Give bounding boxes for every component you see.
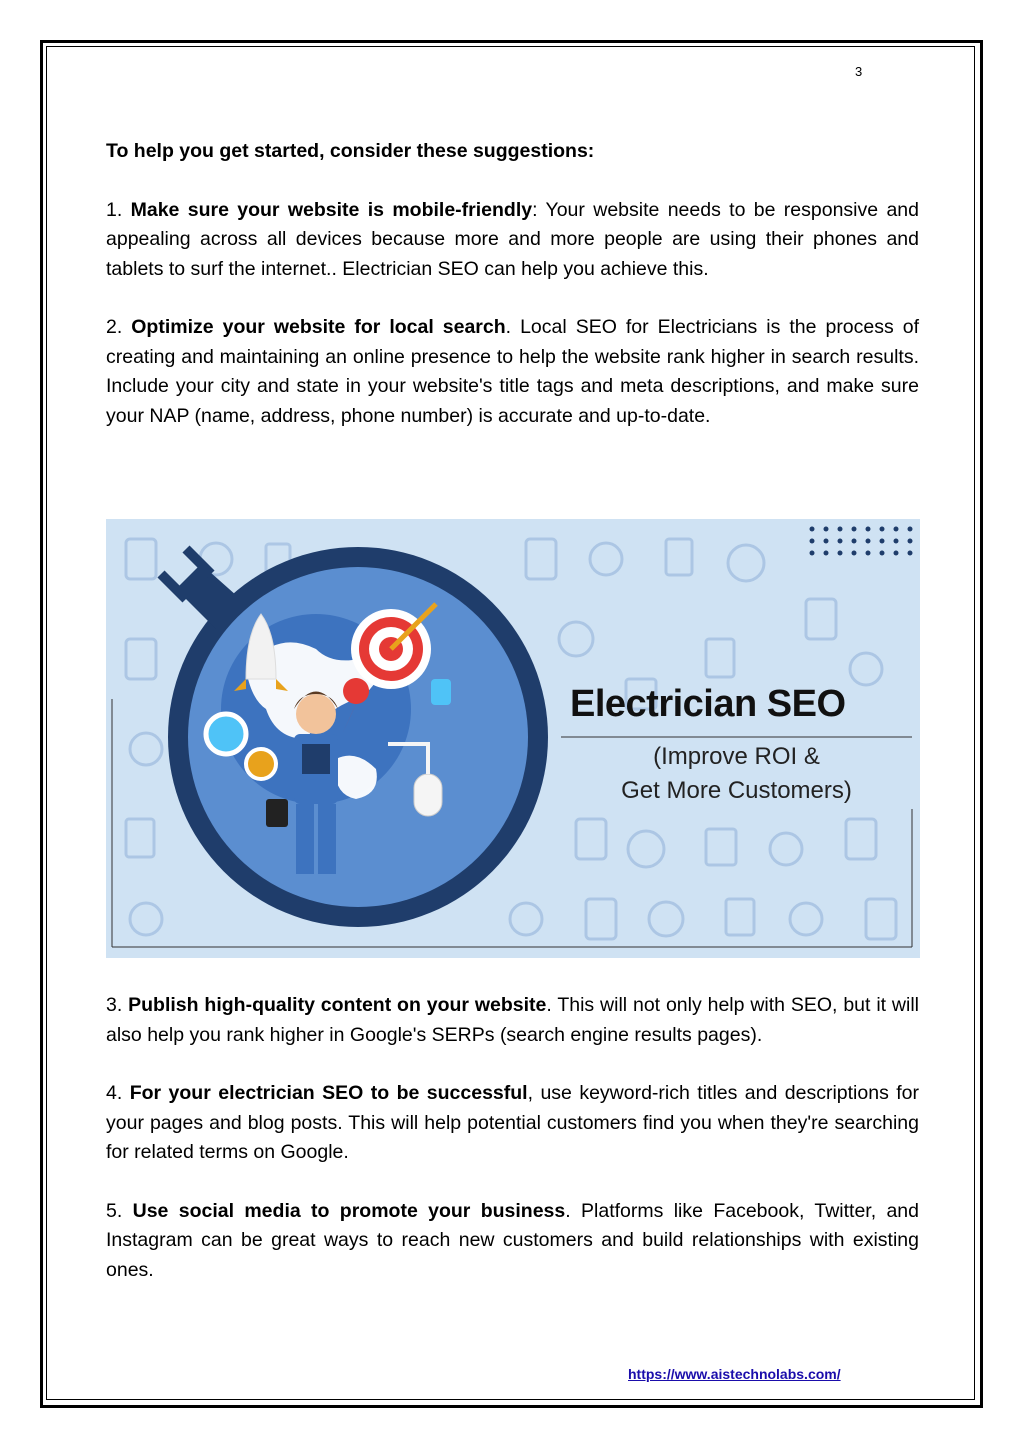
suggestion-1-text: : Your website needs to be responsive and appealing across all devices because more and more people are using their phones and tablets to surf the internet.. Electrician SEO can help you achieve this. [106, 198, 919, 280]
suggestion-4 [106, 1079, 919, 1168]
suggestion-4-text: , use keyword-rich titles and descriptions for your pages and blog posts. This will help potential customers find you when they're searching for related terms on Google. [106, 1082, 920, 1163]
top-content [106, 137, 919, 460]
suggestion-1-number: 1. [106, 198, 123, 221]
suggestion-2-number: 2. [106, 316, 123, 338]
suggestion-5-text: . Platforms like Facebook, Twitter, and Instagram can be great ways to reach new customers and build relationships with existing ones. [106, 1199, 919, 1281]
electrician-seo-banner [106, 519, 920, 958]
banner-illustration [106, 519, 920, 958]
suggestion-1 [106, 196, 919, 285]
bottom-content [106, 991, 919, 1314]
suggestion-2-title: Optimize your website for local search [131, 316, 506, 338]
website-link[interactable]: https://www.aistechnolabs.com/ [628, 1366, 841, 1382]
banner-title: Electrician SEO [570, 683, 846, 725]
suggestion-5 [106, 1197, 919, 1286]
page-number: 3 [855, 64, 863, 79]
section-heading: To help you get started, consider these suggestions: [106, 140, 595, 162]
suggestion-3-title: Publish high-quality content on your website [128, 994, 547, 1016]
suggestion-4-title: For your electrician SEO to be successful [129, 1082, 528, 1104]
suggestion-4-number: 4. [106, 1082, 123, 1104]
banner-subtitle [564, 740, 909, 808]
suggestion-5-title: Use social media to promote your business [132, 1199, 566, 1222]
suggestion-3-text: . This will not only help with SEO, but it will also help you rank higher in Google's SERPs (search engine results pages). [106, 994, 920, 1046]
suggestion-2 [106, 313, 919, 431]
suggestion-5-number: 5. [106, 1199, 123, 1222]
banner-subtitle-line1: (Improve ROI & [653, 743, 820, 770]
banner-subtitle-line2: Get More Customers) [621, 777, 852, 804]
suggestion-3-number: 3. [106, 994, 123, 1016]
suggestion-1-title: Make sure your website is mobile-friendly [130, 198, 533, 221]
suggestion-3 [106, 991, 919, 1050]
suggestion-2-text: . Local SEO for Electricians is the process of creating and maintaining an online presence to help the website rank higher in search results. Include your city and state in your website's title tags and meta descriptions, and make sure your NAP (name, address, phone number) is accurate and up-to-date. [106, 316, 920, 427]
